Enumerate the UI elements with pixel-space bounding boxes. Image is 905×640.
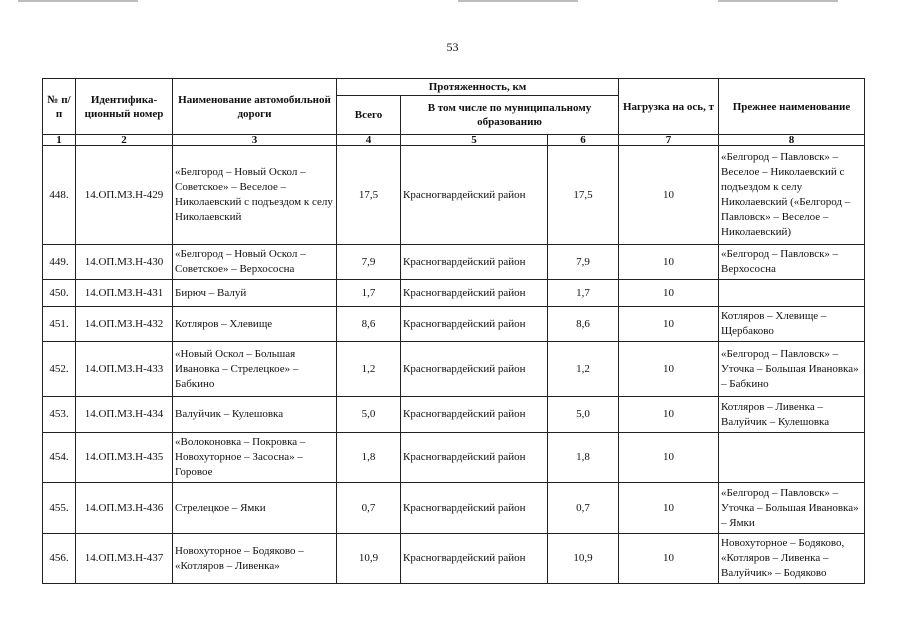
length-total: 1,8 [337, 433, 401, 483]
scan-edge-mark [458, 0, 578, 2]
header-total: Всего [337, 96, 401, 135]
header-id: Идентифика-ционный номер [76, 79, 173, 135]
road-name: «Новый Оскол – Большая Ивановка – Стрелецкое» – Бабкино [173, 342, 337, 397]
length-total: 0,7 [337, 483, 401, 534]
road-id: 14.ОП.МЗ.Н-436 [76, 483, 173, 534]
row-number: 448. [43, 146, 76, 245]
road-name: Новохуторное – Бодяково – «Котляров – Ливенка» [173, 534, 337, 584]
municipal-length: 1,7 [548, 280, 619, 307]
municipal-length: 0,7 [548, 483, 619, 534]
road-name: Стрелецкое – Ямки [173, 483, 337, 534]
column-number: 3 [173, 135, 337, 146]
municipal-length: 1,8 [548, 433, 619, 483]
municipal-length: 7,9 [548, 245, 619, 280]
previous-name: «Белгород – Павловск» – Уточка – Большая Ивановка» – Ямки [719, 483, 865, 534]
road-id: 14.ОП.МЗ.Н-437 [76, 534, 173, 584]
previous-name: Котляров – Хлевище – Щербаково [719, 307, 865, 342]
road-name: «Волоконовка – Покровка – Новохуторное – Засосна» – Горовое [173, 433, 337, 483]
previous-name: «Белгород – Павловск» – Уточка – Большая Ивановка» – Бабкино [719, 342, 865, 397]
axle-load: 10 [619, 342, 719, 397]
page-number: 53 [446, 40, 459, 54]
municipality: Красногвардейский район [401, 280, 548, 307]
column-number: 7 [619, 135, 719, 146]
header-axle-load: Нагрузка на ось, т [619, 79, 719, 135]
previous-name [719, 433, 865, 483]
header-num: № п/п [43, 79, 76, 135]
municipality: Красногвардейский район [401, 245, 548, 280]
header-municipal: В том числе по муниципальному образованию [401, 96, 619, 135]
road-id: 14.ОП.МЗ.Н-435 [76, 433, 173, 483]
municipality: Красногвардейский район [401, 483, 548, 534]
table-row [43, 433, 865, 483]
road-id: 14.ОП.МЗ.Н-430 [76, 245, 173, 280]
axle-load: 10 [619, 280, 719, 307]
length-total: 1,2 [337, 342, 401, 397]
length-total: 8,6 [337, 307, 401, 342]
road-name: Котляров – Хлевище [173, 307, 337, 342]
column-number: 8 [719, 135, 865, 146]
axle-load: 10 [619, 146, 719, 245]
table-row [43, 342, 865, 397]
row-number: 449. [43, 245, 76, 280]
column-number: 2 [76, 135, 173, 146]
length-total: 7,9 [337, 245, 401, 280]
column-number-row [43, 135, 865, 146]
table-row [43, 245, 865, 280]
table-row [43, 483, 865, 534]
axle-load: 10 [619, 307, 719, 342]
column-number: 4 [337, 135, 401, 146]
previous-name [719, 280, 865, 307]
length-total: 1,7 [337, 280, 401, 307]
axle-load: 10 [619, 483, 719, 534]
length-total: 5,0 [337, 397, 401, 433]
municipality: Красногвардейский район [401, 397, 548, 433]
table-row [43, 280, 865, 307]
table-row [43, 307, 865, 342]
municipal-length: 10,9 [548, 534, 619, 584]
length-total: 17,5 [337, 146, 401, 245]
row-number: 452. [43, 342, 76, 397]
column-number: 5 [401, 135, 548, 146]
road-id: 14.ОП.МЗ.Н-433 [76, 342, 173, 397]
municipal-length: 17,5 [548, 146, 619, 245]
previous-name: «Белгород – Павловск» – Верхососна [719, 245, 865, 280]
roads-table [42, 78, 865, 584]
road-id: 14.ОП.МЗ.Н-432 [76, 307, 173, 342]
previous-name: Котляров – Ливенка – Валуйчик – Кулешовка [719, 397, 865, 433]
road-name: Валуйчик – Кулешовка [173, 397, 337, 433]
header-length-group: Протяженность, км [337, 79, 619, 96]
table-row [43, 146, 865, 245]
municipal-length: 8,6 [548, 307, 619, 342]
header-previous-name: Прежнее наименование [719, 79, 865, 135]
row-number: 450. [43, 280, 76, 307]
axle-load: 10 [619, 433, 719, 483]
municipality: Красногвардейский район [401, 307, 548, 342]
road-name: «Белгород – Новый Оскол – Советское» – Верхососна [173, 245, 337, 280]
road-name: Бирюч – Валуй [173, 280, 337, 307]
table-row [43, 397, 865, 433]
municipal-length: 5,0 [548, 397, 619, 433]
header-row [43, 79, 865, 96]
length-total: 10,9 [337, 534, 401, 584]
table-row [43, 534, 865, 584]
row-number: 451. [43, 307, 76, 342]
column-number: 6 [548, 135, 619, 146]
road-name: «Белгород – Новый Оскол – Советское» – Веселое – Николаевский с подъездом к селу Николаевский [173, 146, 337, 245]
municipality: Красногвардейский район [401, 146, 548, 245]
municipality: Красногвардейский район [401, 534, 548, 584]
municipality: Красногвардейский район [401, 342, 548, 397]
row-number: 454. [43, 433, 76, 483]
road-id: 14.ОП.МЗ.Н-431 [76, 280, 173, 307]
column-number: 1 [43, 135, 76, 146]
axle-load: 10 [619, 397, 719, 433]
scan-edge-mark [18, 0, 138, 2]
header-road-name: Наименование автомобильной дороги [173, 79, 337, 135]
road-id: 14.ОП.МЗ.Н-434 [76, 397, 173, 433]
axle-load: 10 [619, 534, 719, 584]
axle-load: 10 [619, 245, 719, 280]
row-number: 456. [43, 534, 76, 584]
municipal-length: 1,2 [548, 342, 619, 397]
previous-name: Новохуторное – Бодяково, «Котляров – Ливенка – Валуйчик» – Бодяково [719, 534, 865, 584]
row-number: 455. [43, 483, 76, 534]
municipality: Красногвардейский район [401, 433, 548, 483]
row-number: 453. [43, 397, 76, 433]
previous-name: «Белгород – Павловск» – Веселое – Николаевский с подъездом к селу Николаевский («Белгород – Павловск» – Веселое – Николаевский) [719, 146, 865, 245]
road-id: 14.ОП.МЗ.Н-429 [76, 146, 173, 245]
scan-edge-mark [718, 0, 838, 2]
